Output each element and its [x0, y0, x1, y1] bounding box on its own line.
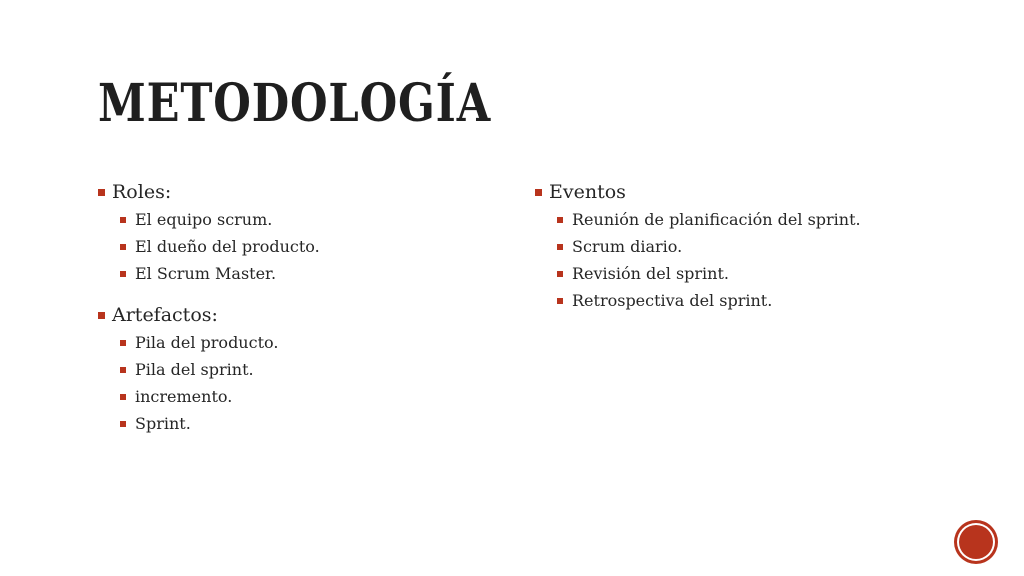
bullet-artefactos — [98, 301, 518, 329]
artefactos-group — [98, 301, 518, 437]
square-bullet-icon — [120, 271, 126, 277]
sub-bullet-text: incremento. — [135, 387, 233, 406]
sub-bullet-text: Scrum diario. — [572, 237, 683, 256]
sub-bullet-text: Pila del sprint. — [135, 360, 254, 379]
right-column — [535, 178, 955, 328]
square-bullet-icon — [557, 217, 563, 223]
square-bullet-icon — [120, 244, 126, 250]
square-bullet-icon — [120, 217, 126, 223]
square-bullet-icon — [98, 312, 105, 319]
sub-bullet — [120, 260, 518, 287]
square-bullet-icon — [557, 244, 563, 250]
sub-bullet — [120, 233, 518, 260]
bullet-roles — [98, 178, 518, 206]
sub-bullet-text: Revisión del sprint. — [572, 264, 729, 283]
square-bullet-icon — [98, 189, 105, 196]
bullet-label: Artefactos: — [112, 304, 218, 326]
sub-bullet — [557, 287, 955, 314]
roles-group — [98, 178, 518, 287]
square-bullet-icon — [120, 340, 126, 346]
bullet-label: Roles: — [112, 181, 172, 203]
square-bullet-icon — [120, 421, 126, 427]
sub-bullet — [120, 383, 518, 410]
sub-bullet-text: Pila del producto. — [135, 333, 279, 352]
sub-bullet-text: Retrospectiva del sprint. — [572, 291, 773, 310]
sub-bullet-text: Reunión de planificación del sprint. — [572, 210, 861, 229]
bullet-label: Eventos — [549, 181, 626, 203]
page-number-badge — [957, 523, 995, 561]
slide-title: METODOLOGÍA — [98, 73, 492, 134]
eventos-group — [535, 178, 955, 314]
sub-bullet — [120, 410, 518, 437]
sub-bullet — [120, 329, 518, 356]
square-bullet-icon — [120, 394, 126, 400]
sub-bullet-text: Sprint. — [135, 414, 191, 433]
sub-bullet — [120, 206, 518, 233]
square-bullet-icon — [535, 189, 542, 196]
bullet-eventos — [535, 178, 955, 206]
sub-bullet — [557, 233, 955, 260]
sub-bullet-text: El dueño del producto. — [135, 237, 320, 256]
sub-bullet-text: El Scrum Master. — [135, 264, 277, 283]
sub-bullet-text: El equipo scrum. — [135, 210, 273, 229]
square-bullet-icon — [120, 367, 126, 373]
sub-bullet — [120, 356, 518, 383]
square-bullet-icon — [557, 298, 563, 304]
square-bullet-icon — [557, 271, 563, 277]
left-column — [98, 178, 518, 451]
sub-bullet — [557, 206, 955, 233]
sub-bullet — [557, 260, 955, 287]
